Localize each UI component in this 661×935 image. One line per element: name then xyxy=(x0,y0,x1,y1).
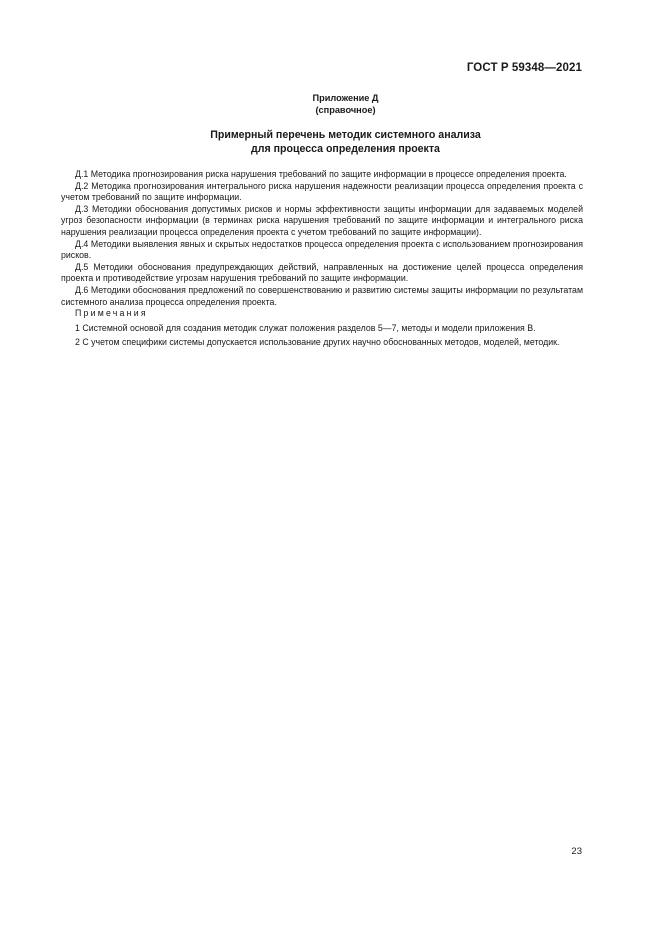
notes-title: Примечания xyxy=(75,308,148,319)
page-number: 23 xyxy=(571,846,582,857)
paragraph-d6: Д.6 Методики обоснования предложений по совершенствованию и развитию системы защиты информации по результатам системного анализа процесса определения проекта. xyxy=(61,284,583,307)
appendix-title: Приложение Д xyxy=(312,93,379,103)
paragraph-d1: Д.1 Методика прогнозирования риска нарушения требований по защите информации в процессе определения проекта. xyxy=(75,169,567,179)
section-heading xyxy=(0,129,661,156)
document-code: ГОСТ Р 59348—2021 xyxy=(466,62,582,74)
section-heading-line-1: Примерный перечень методик системного анализа xyxy=(210,129,481,141)
note-1: 1 Системной основой для создания методик служат положения разделов 5—7, методы и модели приложения В. xyxy=(75,322,536,333)
paragraph-d5: Д.5 Методики обоснования предупреждающих действий, направленных на достижение целей процесса определения проекта и противодействие угрозам нарушения требований по защите информации. xyxy=(61,261,583,284)
document-body xyxy=(61,169,583,349)
section-heading-line-2: для процесса определения проекта xyxy=(251,142,440,155)
paragraph-d2: Д.2 Методика прогнозирования интегрального риска нарушения надежности реализации процесса определения проекта с учетом требований по защите информации. xyxy=(61,180,583,203)
appendix-subtitle: (справочное) xyxy=(315,105,376,115)
paragraph-d3: Д.3 Методики обоснования допустимых рисков и нормы эффективности защиты информации для задаваемых моделей угроз безопасности информации (в терминах риска нарушения требований по защите информации и интегрального риска нарушения реализации процесса определения проекта с учетом требований по защите информации). xyxy=(61,203,583,237)
appendix-label xyxy=(0,92,661,116)
note-2: 2 С учетом специфики системы допускается использование других научно обоснованных методов, моделей, методик. xyxy=(75,337,560,348)
paragraph-d4: Д.4 Методики выявления явных и скрытых недостатков процесса определения проекта с использованием прогнозирования рисков. xyxy=(61,238,583,261)
